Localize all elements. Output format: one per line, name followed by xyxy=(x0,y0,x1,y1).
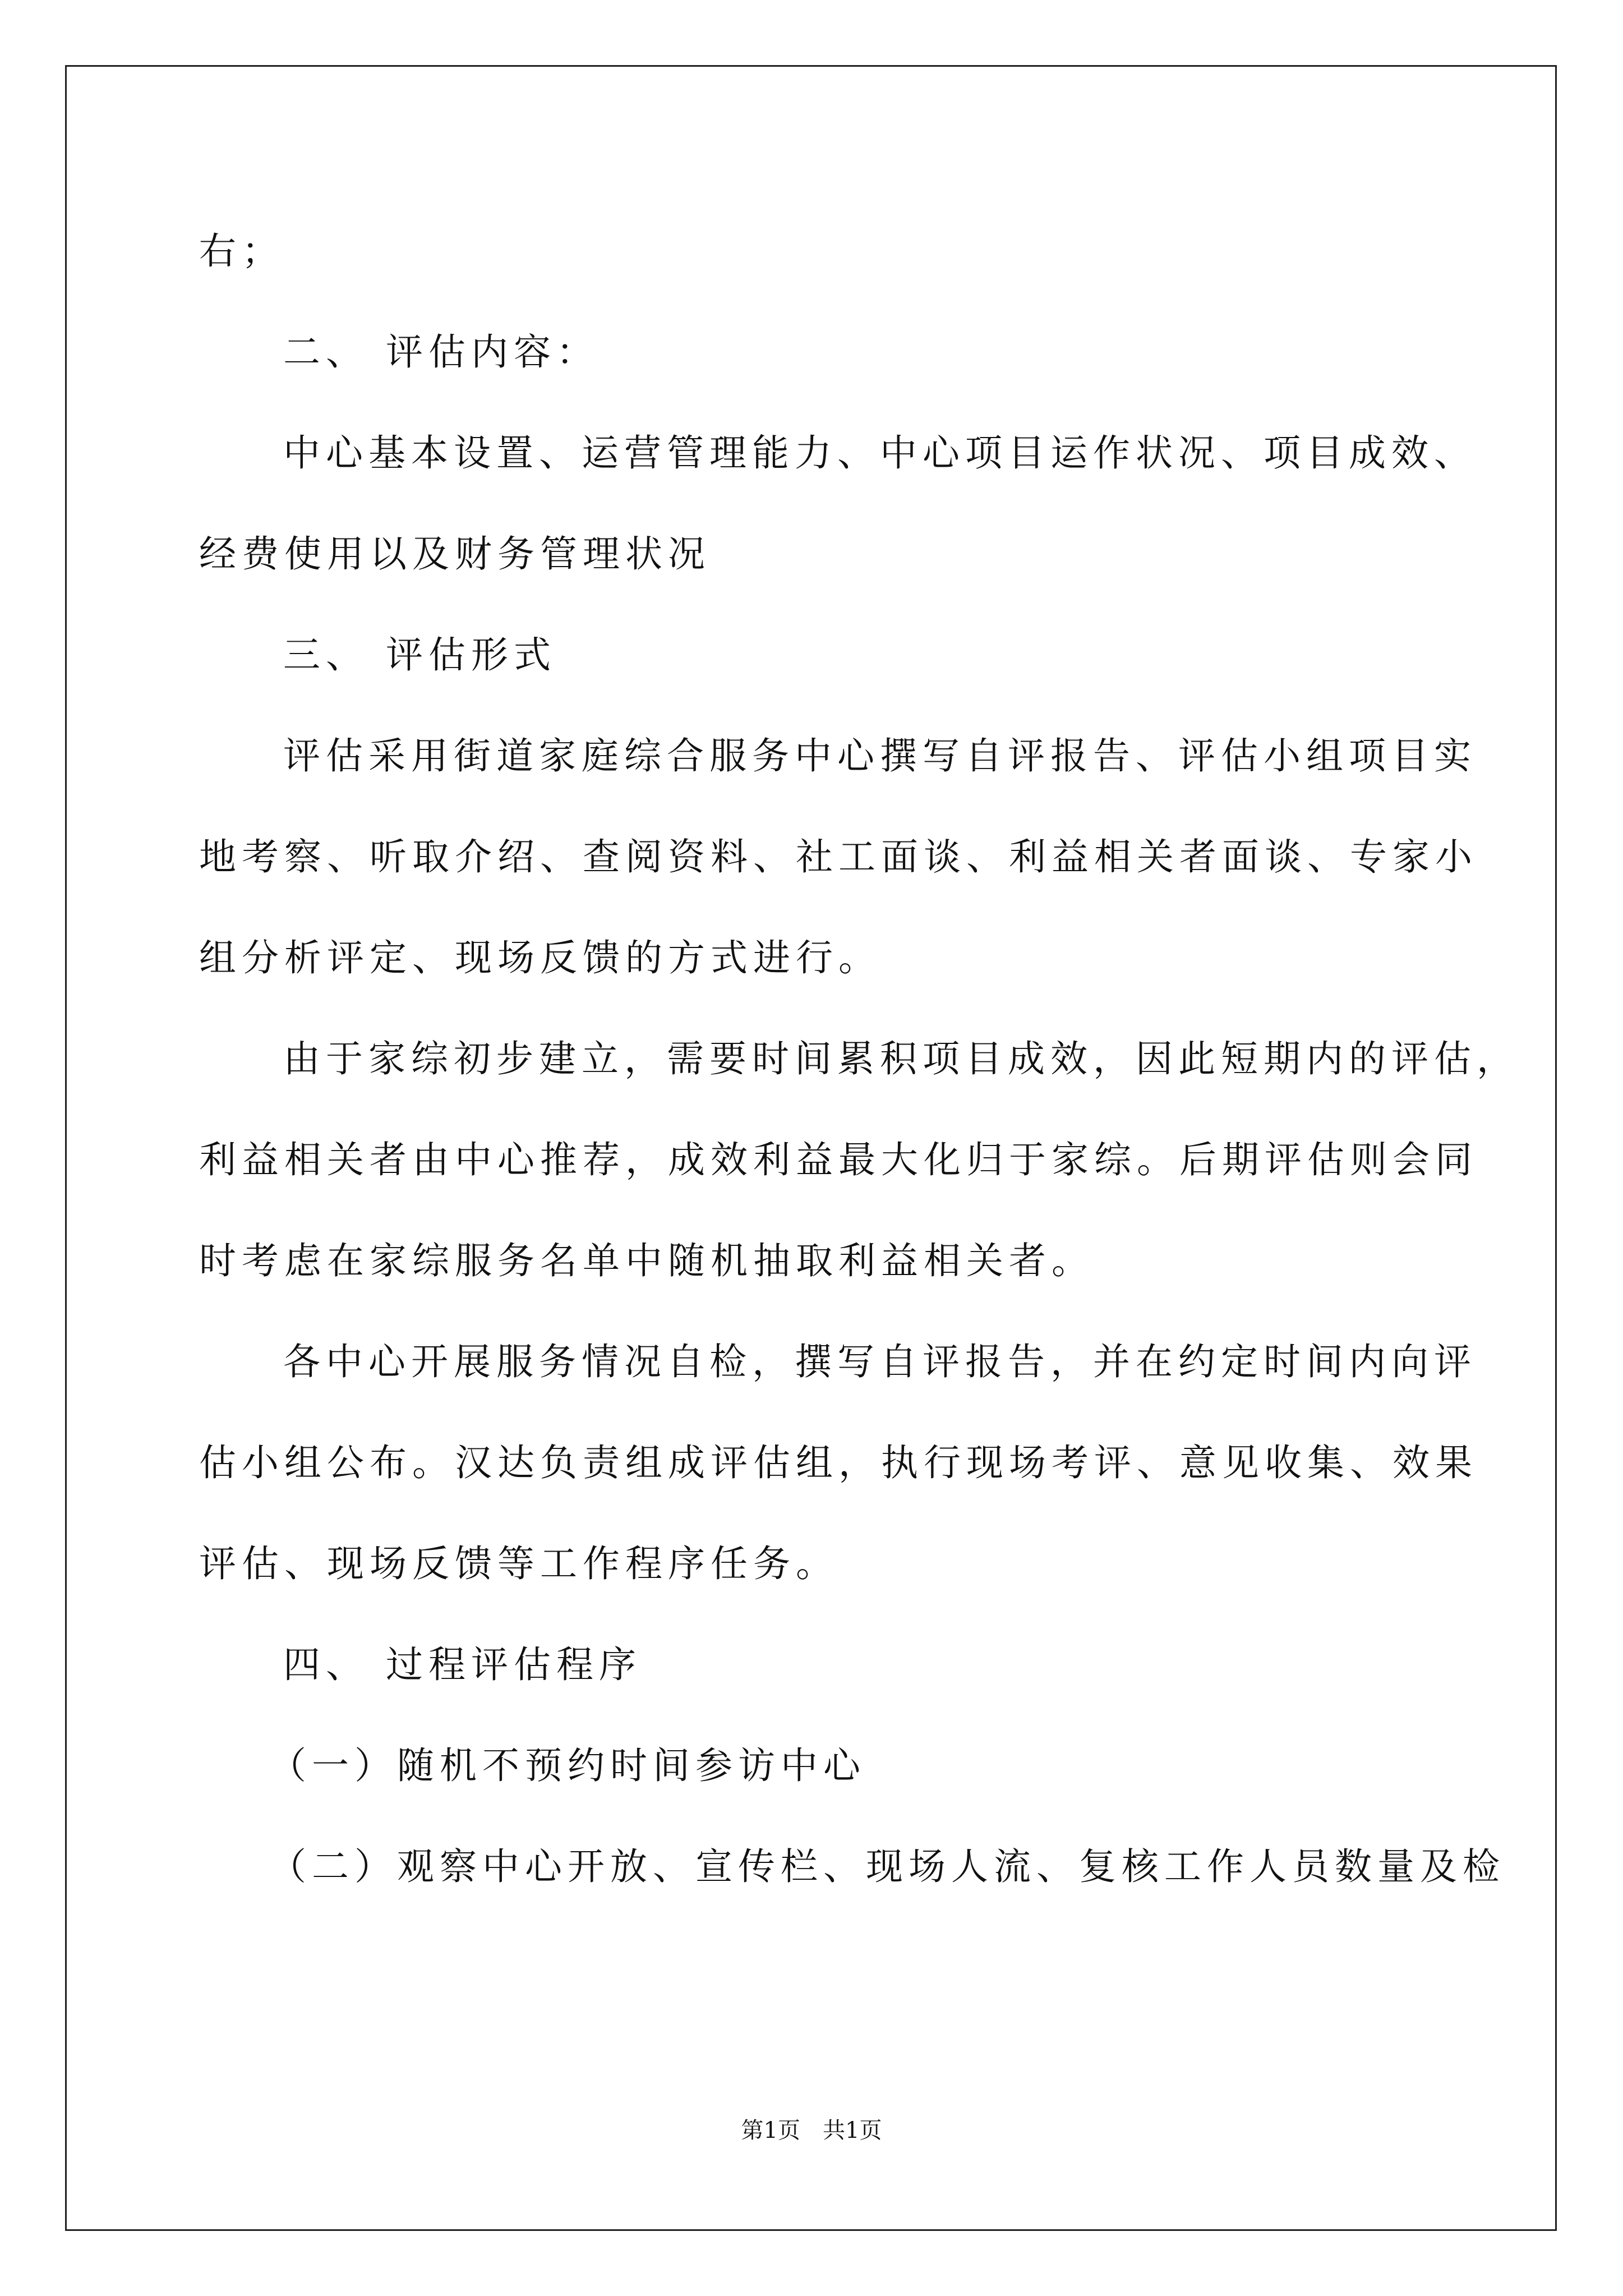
paragraph-line: 地考察、听取介绍、查阅资料、社工面谈、利益相关者面谈、专家小 xyxy=(199,835,1478,878)
section-heading-2: 二、 评估内容： xyxy=(283,330,599,374)
page-footer xyxy=(0,2113,1623,2145)
paragraph-line: 经费使用以及财务管理状况 xyxy=(199,532,711,576)
paragraph-line: 中心基本设置、运营管理能力、中心项目运作状况、项目成效、 xyxy=(283,431,1477,475)
paragraph-line: 各中心开展服务情况自检，撰写自评报告，并在约定时间内向评 xyxy=(283,1340,1477,1383)
section-heading-4: 四、 过程评估程序 xyxy=(283,1643,642,1686)
page-number-total: 共1页 xyxy=(823,2118,882,2143)
paragraph-line: 由于家综初步建立，需要时间累积项目成效，因此短期内的评估， xyxy=(283,1037,1519,1080)
paragraph-line: 评估、现场反馈等工作程序任务。 xyxy=(199,1542,838,1585)
paragraph-line: 组分析评定、现场反馈的方式进行。 xyxy=(199,936,881,979)
text-line-continuation: 右； xyxy=(199,229,284,273)
section-heading-3: 三、 评估形式 xyxy=(283,633,556,677)
paragraph-line: 利益相关者由中心推荐，成效利益最大化归于家综。后期评估则会同 xyxy=(199,1138,1478,1181)
list-item: （一）随机不预约时间参访中心 xyxy=(269,1744,866,1787)
page-number-current: 第1页 xyxy=(741,2118,800,2143)
paragraph-line: 时考虑在家综服务名单中随机抽取利益相关者。 xyxy=(199,1239,1094,1282)
paragraph-line: 估小组公布。汉达负责组成评估组，执行现场考评、意见收集、效果 xyxy=(199,1441,1478,1484)
paragraph-line: 评估采用街道家庭综合服务中心撰写自评报告、评估小组项目实 xyxy=(283,734,1477,777)
list-item: （二）观察中心开放、宣传栏、现场人流、复核工作人员数量及检 xyxy=(269,1845,1505,1888)
